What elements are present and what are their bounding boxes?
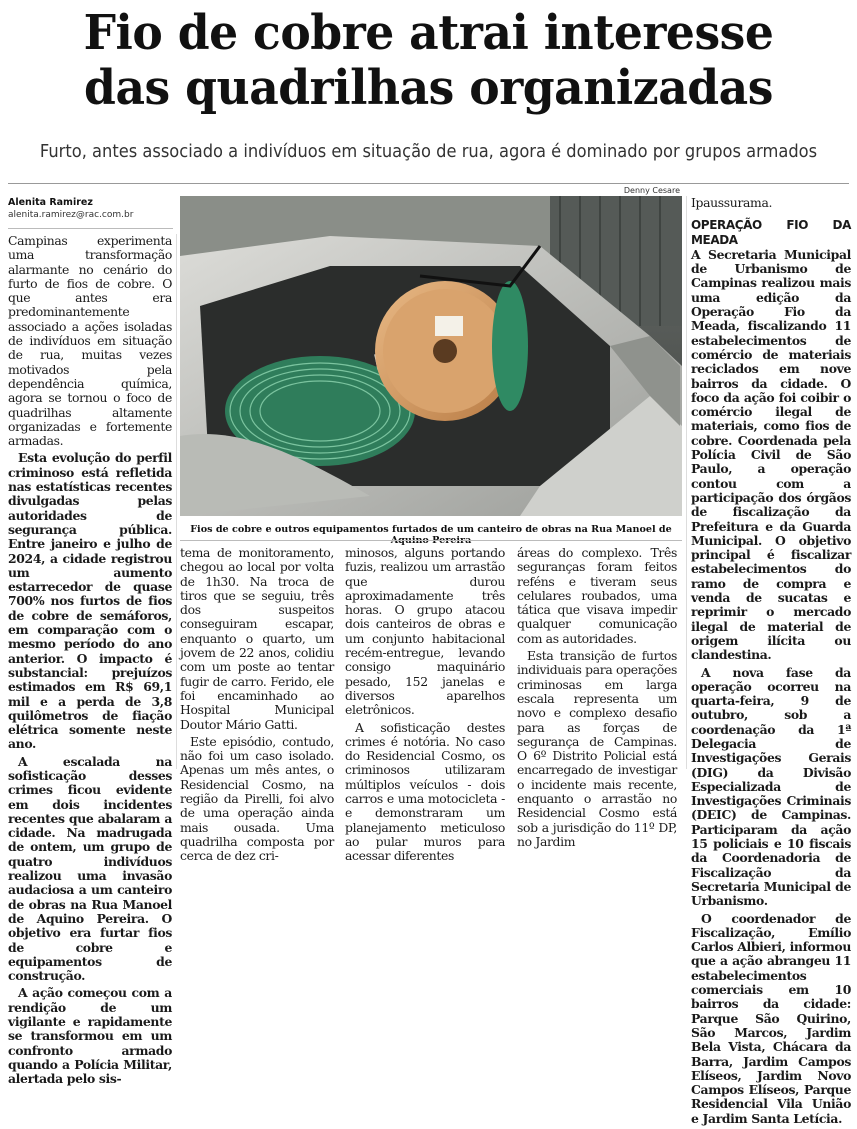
- section-title: OPERAÇÃO FIO DA MEADA: [691, 218, 851, 247]
- subheadline: Furto, antes associado a indivíduos em situação de rua, agora é dominado por grupos armados: [39, 142, 818, 162]
- paragraph: A nova fase da operação ocorreu na quarta-feira, 9 de outubro, sob a coordenação da 1ª Delegacia de Investigações Gerais (DIG) da Divisão Especializada de Investigações Criminais (DEIC) de Campinas. Participaram da ação 15 policiais e 10 fiscais da Coordenadoria de Fiscalização da Secretaria Municipal de Urbanismo.: [691, 664, 851, 909]
- author-email[interactable]: alenita.ramirez@rac.com.br: [8, 210, 134, 220]
- paragraph: O coordenador de Fiscalização, Emílio Carlos Albieri, informou que a ação abrangeu 11 estabelecimentos comerciais em 10 bairros da cidade: Parque São Quirino, São Marcos, Jardim Bela Vista, Chácara da Barra, Jardim Campos Elíseos, Jardim Novo Campos Elíseos, Parque Residencial Vila União e Jardim Santa Letícia.: [691, 910, 851, 1126]
- paragraph: áreas do complexo. Três seguranças foram feitos reféns e tiveram seus celulares roubados, uma tática que visava impedir qualquer comunicação com as autoridades.: [517, 545, 677, 646]
- author-name: Alenita Ramirez: [8, 197, 93, 208]
- article-column-5: [691, 196, 851, 1129]
- column-divider: [176, 234, 177, 769]
- paragraph: A Secretaria Municipal de Urbanismo de Campinas realizou mais uma edição da Operação Fio da Meada, fiscalizando 11 estabelecimentos de comércio de materiais reciclados em nove bairros da cidade. O foco da ação foi coibir o comércio ilegal de materiais, como fios de cobre. Coordenada pela Polícia Civil de São Paulo, a operação contou com a participação dos órgãos de fiscalização da Prefeitura e da Guarda Municipal. O objetivo principal é fiscalizar estabelecimentos do ramo de compra e venda de sucatas e reprimir o mercado ilegal de material de origem ilícita ou clandestina.: [691, 246, 851, 663]
- divider: [8, 183, 849, 184]
- car-with-copper-cable-photo: [180, 196, 682, 516]
- photo-credit: Denny Cesare: [623, 186, 680, 195]
- photo-caption: Fios de cobre e outros equipamentos furtados de um canteiro de obras na Rua Manoel de: [190, 524, 672, 535]
- paragraph: A ação começou com a rendição de um vigilante e rapidamente se transformou em um confronto armado quando a Polícia Militar, alertada pelo sis-: [8, 985, 172, 1087]
- paragraph: A escalada na sofisticação desses crimes ficou evidente em dois incidentes recentes que abalaram a cidade. Na madrugada de ontem, um grupo de quatro indivíduos realizou uma invasão audaciosa a um canteiro de obras na Rua Manoel de Aquino Pereira. O objetivo era furtar fios de cobre e equipamentos de construção.: [8, 753, 172, 984]
- article-column-3: [345, 546, 505, 867]
- article-photo: [180, 196, 682, 516]
- paragraph: Esta transição de furtos individuais para operações criminosas em larga escala representa um novo e complexo desafio para as forças de segurança de Campinas. O 6º Distrito Policial está encarregado de investigar o incidente mais recente, enquanto o arrastão no Residencial Cosmo está sob a jurisdição do 11º DP, no Jardim: [517, 648, 677, 849]
- paragraph: minosos, alguns portando fuzis, realizou um arrastão que durou aproximadamente três horas. O grupo atacou dois canteiros de obras e um conjunto habitacional recém-entregue, levando consigo maquinário pesado, 152 janelas e diversos aparelhos eletrônicos.: [345, 545, 505, 718]
- paragraph: tema de monitoramento, chegou ao local por volta de 1h30. Na troca de tiros que se seguiu, três dos suspeitos conseguiram escapar, enquanto o quarto, um jovem de 22 anos, colidiu com um poste ao tentar fugir de carro. Ferido, ele foi encaminhado ao Hospital Municipal Doutor Mário Gatti.: [180, 545, 334, 732]
- paragraph: Esta evolução do perfil criminoso está refletida nas estatísticas recentes divulgadas pelas autoridades de segurança pública. Entre janeiro e julho de 2024, a cidade registrou um aumento estarrecedor de quase 700% nos furtos de fios de cobre de semáforos, em comparação com o mesmo período do ano anterior. O impacto é substancial: prejuízos estimados em R$ 69,1 mil e a perda de 3,8 quilômetros de fiação elétrica somente neste ano.: [8, 450, 172, 752]
- headline-line-2: das quadrilhas organizadas: [84, 60, 773, 116]
- headline: [21, 6, 835, 116]
- paragraph: Ipaussurama.: [691, 195, 773, 210]
- byline-divider: [8, 228, 173, 229]
- article-column-2: [180, 546, 334, 867]
- paragraph: Este episódio, contudo, não foi um caso isolado. Apenas um mês antes, o Residencial Cosmo, na região da Pirelli, foi alvo de uma operação ainda mais ousada. Uma quadrilha composta por cerca de dez cri-: [180, 733, 334, 864]
- headline-line-1: Fio de cobre atrai interesse: [83, 5, 774, 61]
- caption-divider: [180, 540, 682, 541]
- article-column-4: [517, 546, 677, 852]
- paragraph: Campinas experimenta uma transformação alarmante no cenário do furto de fios de cobre. O que antes era predominantemente associado a ações isoladas de indivíduos em situação de rua, muitas vezes motivados pela dependência química, agora se tornou o foco de quadrilhas altamente organizadas e fortemente armadas.: [8, 233, 172, 449]
- column-divider: [686, 196, 687, 769]
- paragraph: A sofisticação destes crimes é notória. No caso do Residencial Cosmo, os criminosos utilizaram múltiplos veículos - dois carros e uma motocicleta - e demonstraram um planejamento meticuloso ao pular muros para acessar diferentes: [345, 719, 505, 864]
- article-column-1: [8, 234, 172, 1090]
- byline: [8, 197, 173, 229]
